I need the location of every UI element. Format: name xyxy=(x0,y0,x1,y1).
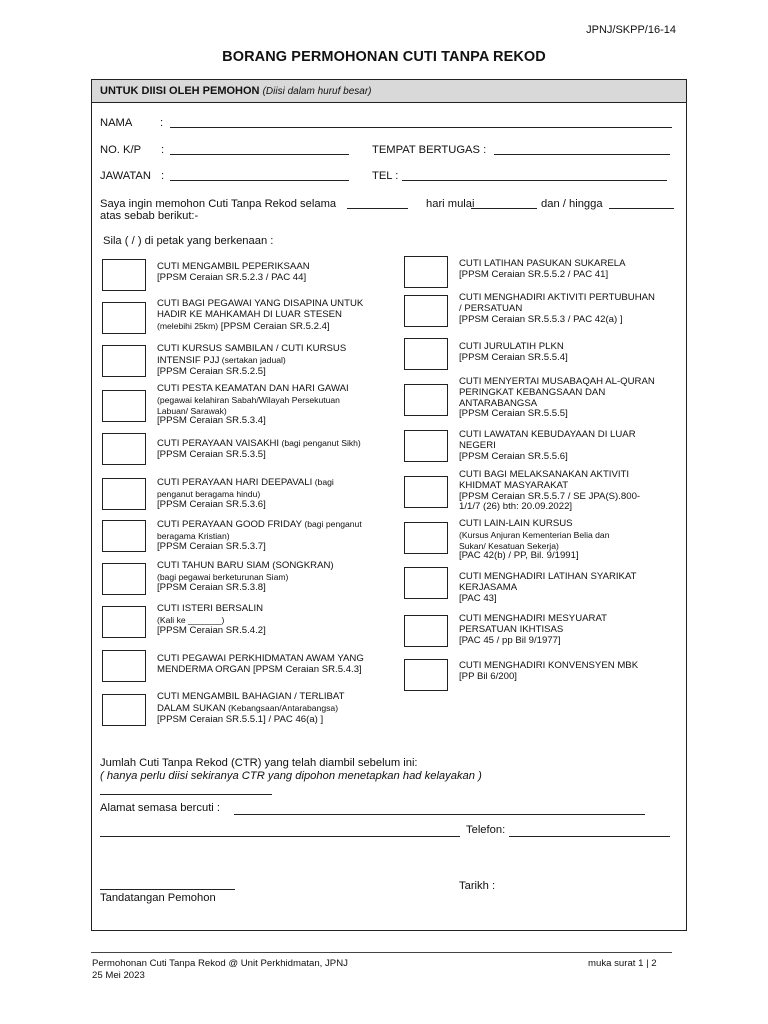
checkbox-left-1[interactable] xyxy=(102,302,146,334)
jumlah-ctr-text: Jumlah Cuti Tanpa Rekod (CTR) yang telah diambil sebelum ini: xyxy=(100,757,418,769)
tel-field[interactable] xyxy=(402,180,667,181)
jumlah-ctr-note: ( hanya perlu diisi sekiranya CTR yang dipohon menetapkan had kelayakan ) xyxy=(100,770,482,782)
alamat-field[interactable] xyxy=(234,814,645,815)
label-hingga: dan / hingga xyxy=(541,198,603,210)
option-right-2: CUTI JURULATIH PLKN [PPSM Ceraian SR.5.5.4] xyxy=(459,341,568,363)
option-right-7: CUTI MENGHADIRI LATIHAN SYARIKAT KERJASAMA [PAC 43] xyxy=(459,571,637,604)
alamat-field-line2[interactable] xyxy=(100,836,460,837)
label-nama: NAMA xyxy=(100,117,133,129)
option-right-3: CUTI MENYERTAI MUSABAQAH AL-QURAN PERINGKAT KEBANGSAAN DAN ANTARABANGSA [PPSM Ceraian SR.5.5.5] xyxy=(459,376,655,420)
colon-nokp: : xyxy=(161,144,165,156)
option-left-5: CUTI PERAYAAN HARI DEEPAVALI (bagi penganut beragama hindu) [PPSM Ceraian SR.5.3.6] xyxy=(157,477,334,510)
label-telefon: Telefon: xyxy=(466,824,506,836)
form-header xyxy=(92,80,686,103)
option-left-2: CUTI KURSUS SAMBILAN / CUTI KURSUS INTENSIF PJJ (sertakan jadual) [PPSM Ceraian SR.5.2.5] xyxy=(157,343,347,377)
option-right-6: CUTI LAIN-LAIN KURSUS (Kursus Anjuran Kementerian Belia dan Sukan/ Kesatuan Sekerja) [PAC 42(b) / PP, Bil. 9/1991] xyxy=(459,518,610,562)
footer-left-text: Permohonan Cuti Tanpa Rekod @ Unit Perkhidmatan, JPNJ xyxy=(92,958,348,969)
header-title: UNTUK DIISI OLEH PEMOHON xyxy=(100,85,260,97)
checkbox-right-5[interactable] xyxy=(404,476,448,508)
checkbox-left-6[interactable] xyxy=(102,520,146,552)
jawatan-field[interactable] xyxy=(170,180,349,181)
option-right-8: CUTI MENGHADIRI MESYUARAT PERSATUAN IKHTISAS [PAC 45 / pp Bil 9/1977] xyxy=(459,613,607,646)
request-reason-text: atas sebab berikut:- xyxy=(100,210,199,222)
label-tandatangan: Tandatangan Pemohon xyxy=(100,892,216,904)
checkbox-right-1[interactable] xyxy=(404,295,448,327)
checkbox-right-7[interactable] xyxy=(404,567,448,599)
checkbox-right-9[interactable] xyxy=(404,659,448,691)
label-tel: TEL : xyxy=(372,170,399,182)
label-nokp: NO. K/P xyxy=(100,144,142,156)
checkbox-right-3[interactable] xyxy=(404,384,448,416)
option-left-9: CUTI PEGAWAI PERKHIDMATAN AWAM YANG MENDERMA ORGAN [PPSM Ceraian SR.5.4.3] xyxy=(157,653,364,675)
option-left-7: CUTI TAHUN BARU SIAM (SONGKRAN) (bagi pegawai berketurunan Siam) [PPSM Ceraian SR.5.3.8] xyxy=(157,560,334,593)
option-left-3: CUTI PESTA KEAMATAN DAN HARI GAWAI (pegawai kelahiran Sabah/Wilayah Persekutuan Labuan/ Sarawak) [PPSM Ceraian SR.5.3.4] xyxy=(157,383,349,427)
colon-jawatan: : xyxy=(161,170,165,182)
checkbox-left-5[interactable] xyxy=(102,478,146,510)
footer-date: 25 Mei 2023 xyxy=(92,970,145,981)
checkbox-left-2[interactable] xyxy=(102,345,146,377)
jumlah-ctr-field[interactable] xyxy=(100,794,272,795)
tempat-bertugas-field[interactable] xyxy=(494,154,670,155)
label-hari-mulai: hari mulai xyxy=(426,198,475,210)
header-note: (Diisi dalam huruf besar) xyxy=(262,86,372,97)
checkbox-left-9[interactable] xyxy=(102,650,146,682)
checkbox-left-4[interactable] xyxy=(102,433,146,465)
checkbox-right-0[interactable] xyxy=(404,256,448,288)
checkbox-right-6[interactable] xyxy=(404,522,448,554)
duration-field[interactable] xyxy=(347,208,408,209)
checkbox-right-8[interactable] xyxy=(404,615,448,647)
option-right-4: CUTI LAWATAN KEBUDAYAAN DI LUAR NEGERI [PPSM Ceraian SR.5.5.6] xyxy=(459,429,636,462)
checkbox-left-8[interactable] xyxy=(102,606,146,638)
page-code: JPNJ/SKPP/16-14 xyxy=(586,24,676,36)
footer-page-number: muka surat 1 | 2 xyxy=(588,958,657,969)
label-tempat-bertugas: TEMPAT BERTUGAS : xyxy=(372,144,487,156)
nama-field[interactable] xyxy=(170,127,672,128)
signature-field[interactable] xyxy=(100,889,235,890)
option-left-6: CUTI PERAYAAN GOOD FRIDAY (bagi penganut beragama Kristian) [PPSM Ceraian SR.5.3.7] xyxy=(157,519,362,552)
end-date-field[interactable] xyxy=(609,208,674,209)
option-right-9: CUTI MENGHADIRI KONVENSYEN MBK [PP Bil 6/200] xyxy=(459,660,639,682)
checkbox-right-2[interactable] xyxy=(404,338,448,370)
option-right-5: CUTI BAGI MELAKSANAKAN AKTIVITI KHIDMAT MASYARAKAT [PPSM Ceraian SR.5.5.7 / SE JPA(S).800- 1/1/7 (26) bth: 20.09.2022] xyxy=(459,469,641,513)
label-tarikh: Tarikh : xyxy=(459,880,496,892)
checkbox-left-10[interactable] xyxy=(102,694,146,726)
label-jawatan: JAWATAN xyxy=(100,170,151,182)
nokp-field[interactable] xyxy=(170,154,349,155)
instruction-text: Sila ( / ) di petak yang berkenaan : xyxy=(103,235,274,247)
checkbox-left-0[interactable] xyxy=(102,259,146,291)
request-text: Saya ingin memohon Cuti Tanpa Rekod selama xyxy=(100,198,337,210)
telefon-field[interactable] xyxy=(509,836,670,837)
checkbox-left-3[interactable] xyxy=(102,390,146,422)
page-title: BORANG PERMOHONAN CUTI TANPA REKOD xyxy=(222,49,546,65)
option-left-8: CUTI ISTERI BERSALIN (Kali ke _______) [PPSM Ceraian SR.5.4.2] xyxy=(157,603,266,636)
label-alamat: Alamat semasa bercuti : xyxy=(100,802,221,814)
option-right-1: CUTI MENGHADIRI AKTIVITI PERTUBUHAN / PERSATUAN [PPSM Ceraian SR.5.5.3 / PAC 42(a) ] xyxy=(459,292,655,325)
checkbox-left-7[interactable] xyxy=(102,563,146,595)
option-left-0: CUTI MENGAMBIL PEPERIKSAAN [PPSM Ceraian SR.5.2.3 / PAC 44] xyxy=(157,261,310,283)
option-left-1: CUTI BAGI PEGAWAI YANG DISAPINA UNTUK HADIR KE MAHKAMAH DI LUAR STESEN (melebihi 25km) [PPSM Ceraian SR.5.2.4] xyxy=(157,298,364,332)
start-date-field[interactable] xyxy=(471,208,537,209)
option-left-10: CUTI MENGAMBIL BAHAGIAN / TERLIBAT DALAM SUKAN (Kebangsaan/Antarabangsa) [PPSM Ceraian SR.5.5.1] / PAC 46(a) ] xyxy=(157,691,345,725)
checkbox-right-4[interactable] xyxy=(404,430,448,462)
colon-nama: : xyxy=(160,117,164,129)
footer-divider xyxy=(91,952,672,953)
option-left-4: CUTI PERAYAAN VAISAKHI (bagi penganut Sikh) [PPSM Ceraian SR.5.3.5] xyxy=(157,438,361,460)
option-right-0: CUTI LATIHAN PASUKAN SUKARELA [PPSM Ceraian SR.5.5.2 / PAC 41] xyxy=(459,258,626,280)
